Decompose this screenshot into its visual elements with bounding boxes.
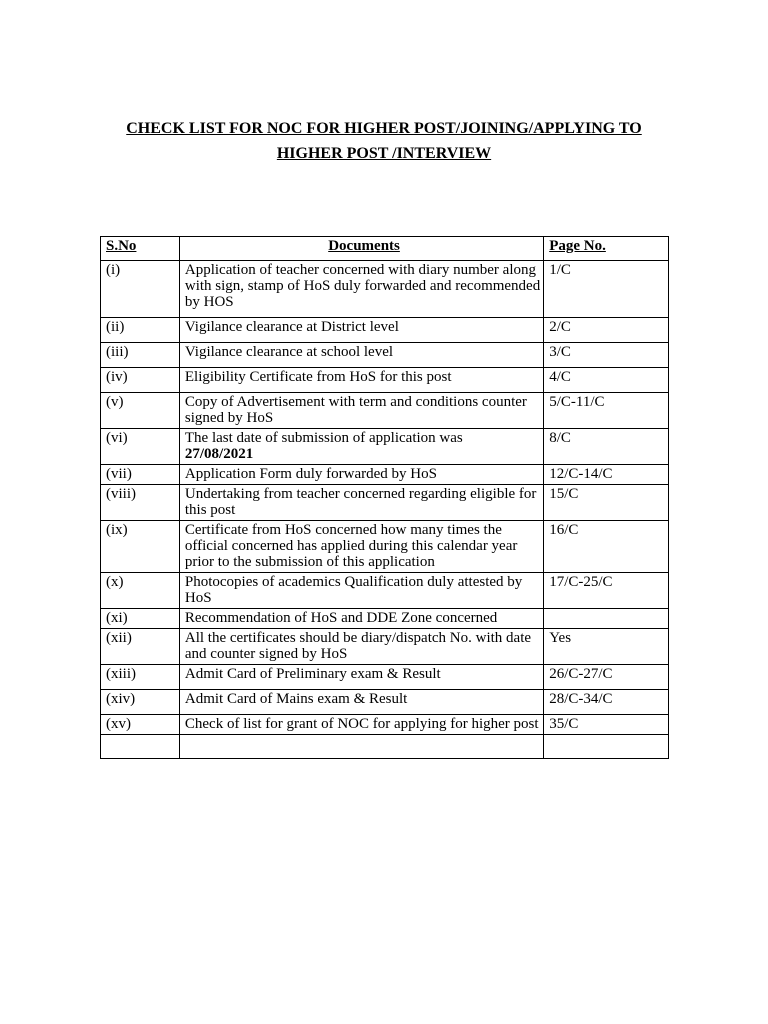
checklist-table [100, 236, 669, 759]
cell-page: 1/C [544, 261, 669, 318]
cell-sno: (ii) [101, 318, 180, 343]
table-row [101, 715, 669, 735]
table-row [101, 629, 669, 665]
cell-document: Admit Card of Mains exam & Result [179, 690, 543, 715]
cell-document: Copy of Advertisement with term and conditions counter signed by HoS [179, 393, 543, 429]
cell-document: Recommendation of HoS and DDE Zone concerned [179, 609, 543, 629]
cell-sno: (ix) [101, 521, 180, 573]
cell-document: Admit Card of Preliminary exam & Result [179, 665, 543, 690]
cell-page: 28/C-34/C [544, 690, 669, 715]
cell-document: Certificate from HoS concerned how many times the official concerned has applied during this calendar year prior to the submission of this application [179, 521, 543, 573]
title-line-2: HIGHER POST /INTERVIEW [276, 145, 492, 162]
table-row [101, 609, 669, 629]
cell-page [544, 609, 669, 629]
cell-sno: (xi) [101, 609, 180, 629]
cell-sno: (iii) [101, 343, 180, 368]
cell-sno: (xiii) [101, 665, 180, 690]
cell-page: 4/C [544, 368, 669, 393]
title-line-1: CHECK LIST FOR NOC FOR HIGHER POST/JOINING/APPLYING TO [126, 120, 642, 137]
cell-document: All the certificates should be diary/dispatch No. with date and counter signed by HoS [179, 629, 543, 665]
table-row [101, 368, 669, 393]
submission-date: 27/08/2021 [184, 446, 254, 462]
cell-document [179, 429, 543, 465]
table-row [101, 521, 669, 573]
table-header-row [101, 237, 669, 261]
cell-page: 17/C-25/C [544, 573, 669, 609]
cell-sno: (i) [101, 261, 180, 318]
cell-page: 26/C-27/C [544, 665, 669, 690]
table-row [101, 665, 669, 690]
table-row [101, 485, 669, 521]
table-row [101, 429, 669, 465]
table-row [101, 573, 669, 609]
cell-page [544, 735, 669, 759]
table-row-empty [101, 735, 669, 759]
cell-sno: (vii) [101, 465, 180, 485]
table-row [101, 318, 669, 343]
header-documents: Documents [179, 237, 543, 261]
cell-document: Vigilance clearance at District level [179, 318, 543, 343]
cell-sno: (v) [101, 393, 180, 429]
cell-sno: (x) [101, 573, 180, 609]
cell-document: Undertaking from teacher concerned regarding eligible for this post [179, 485, 543, 521]
cell-sno: (vi) [101, 429, 180, 465]
cell-page: 35/C [544, 715, 669, 735]
cell-sno: (xii) [101, 629, 180, 665]
cell-page: 8/C [544, 429, 669, 465]
cell-page: 3/C [544, 343, 669, 368]
document-title [0, 116, 768, 166]
cell-page: 12/C-14/C [544, 465, 669, 485]
cell-document: Vigilance clearance at school level [179, 343, 543, 368]
cell-sno [101, 735, 180, 759]
table-row [101, 343, 669, 368]
table-row [101, 690, 669, 715]
cell-page: 2/C [544, 318, 669, 343]
table-row [101, 393, 669, 429]
header-sno: S.No [101, 237, 180, 261]
cell-sno: (xv) [101, 715, 180, 735]
cell-document: Eligibility Certificate from HoS for this post [179, 368, 543, 393]
cell-document: Photocopies of academics Qualification duly attested by HoS [179, 573, 543, 609]
cell-document: Application Form duly forwarded by HoS [179, 465, 543, 485]
cell-page: 16/C [544, 521, 669, 573]
cell-page: Yes [544, 629, 669, 665]
header-page-no: Page No. [544, 237, 669, 261]
cell-document [179, 735, 543, 759]
cell-document-text: The last date of submission of application was [184, 430, 463, 446]
cell-document: Application of teacher concerned with diary number along with sign, stamp of HoS duly forwarded and recommended by HOS [179, 261, 543, 318]
cell-page: 15/C [544, 485, 669, 521]
cell-sno: (viii) [101, 485, 180, 521]
cell-sno: (xiv) [101, 690, 180, 715]
table-row [101, 465, 669, 485]
cell-document: Check of list for grant of NOC for applying for higher post [179, 715, 543, 735]
cell-sno: (iv) [101, 368, 180, 393]
table-row [101, 261, 669, 318]
cell-page: 5/C-11/C [544, 393, 669, 429]
